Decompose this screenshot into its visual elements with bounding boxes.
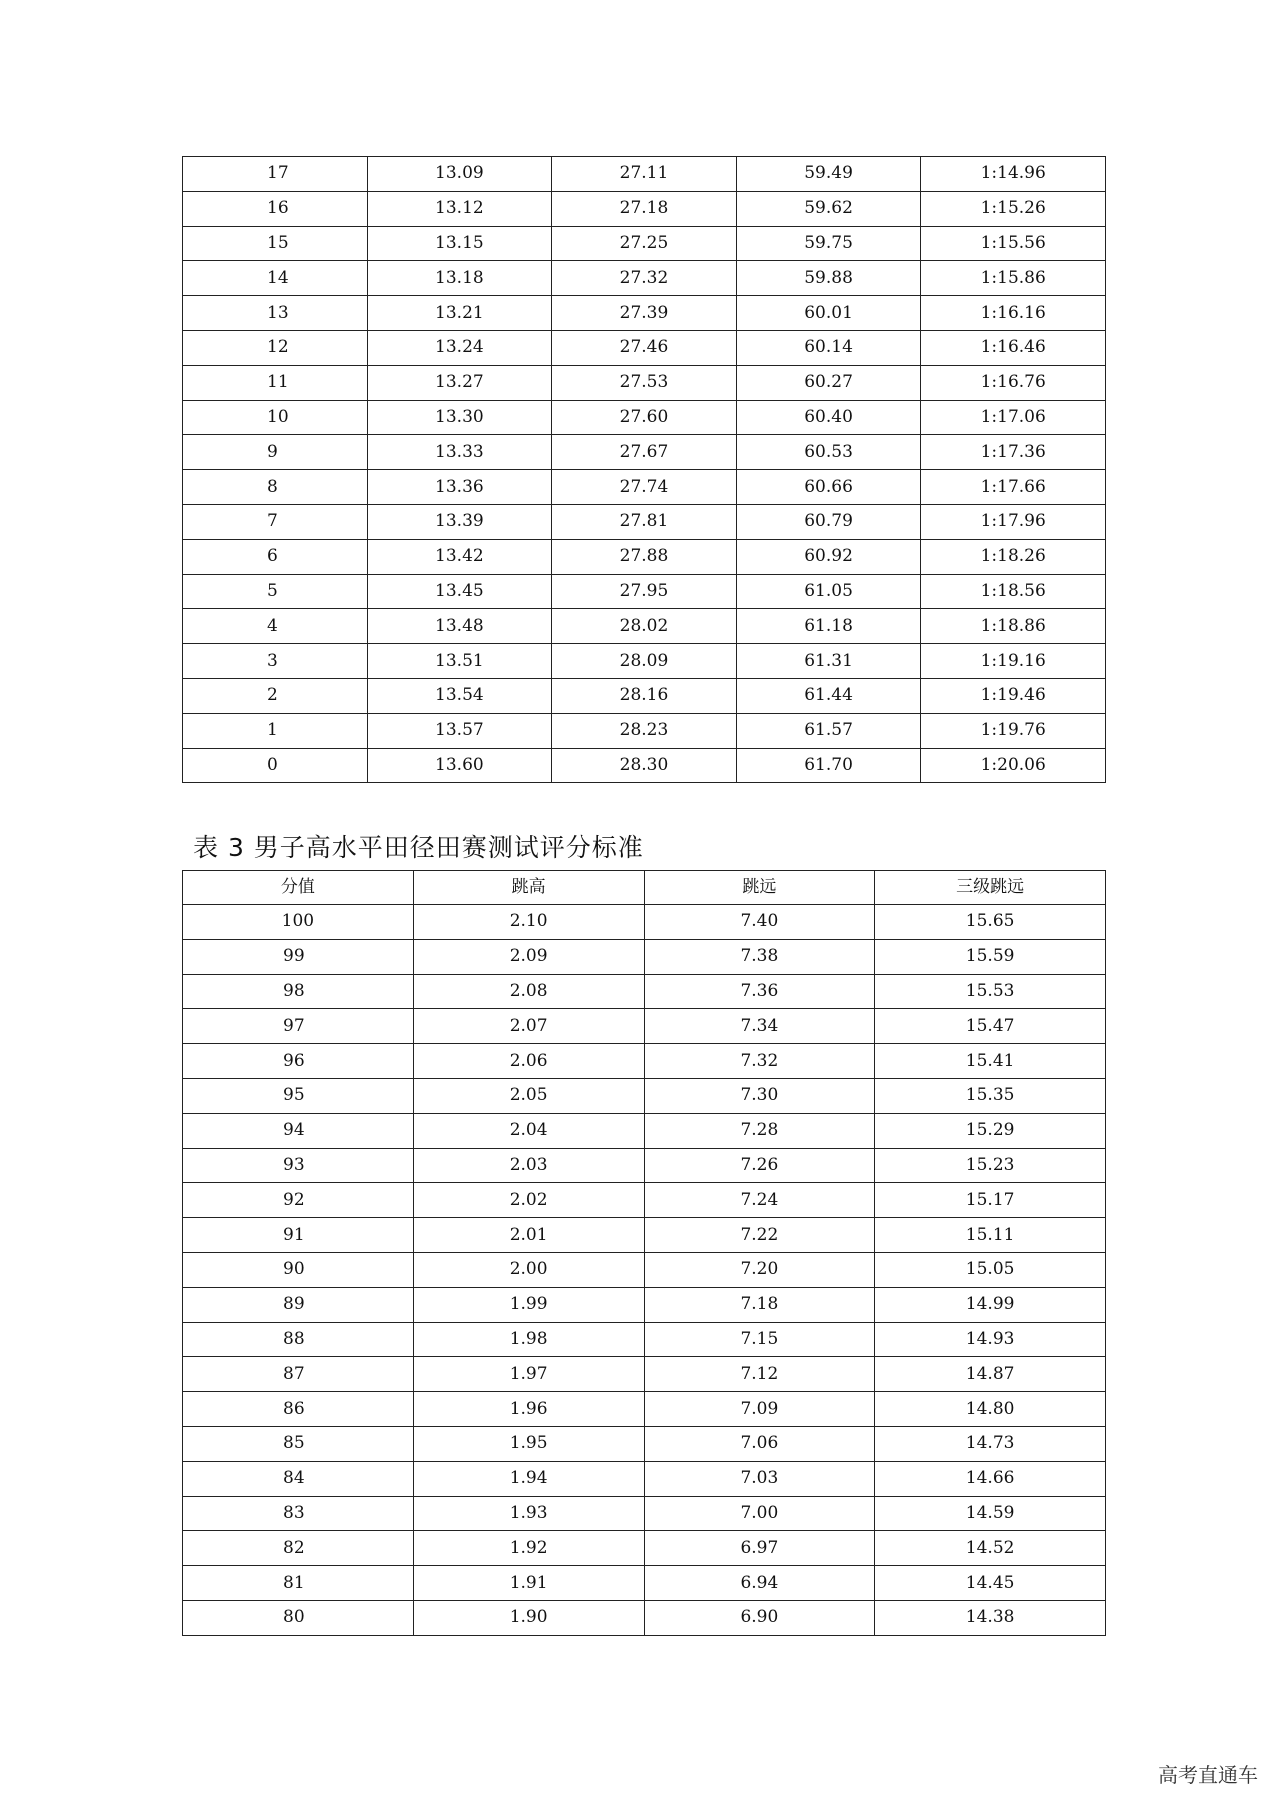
header-triple-jump: 三级跳远 [875, 871, 1106, 905]
table-cell: 17 [183, 157, 368, 192]
table-cell: 8 [183, 470, 368, 505]
table-cell: 15.65 [875, 905, 1106, 940]
table-cell: 60.92 [736, 539, 921, 574]
table-cell: 27.67 [552, 435, 737, 470]
table-cell: 1:17.06 [921, 400, 1106, 435]
table-cell: 1.99 [413, 1287, 644, 1322]
table-cell: 1:20.06 [921, 748, 1106, 783]
table-cell: 1:17.96 [921, 504, 1106, 539]
table-cell: 88 [183, 1322, 414, 1357]
table-cell: 84 [183, 1461, 414, 1496]
table-cell: 7.24 [644, 1183, 875, 1218]
table-cell: 13.57 [367, 713, 552, 748]
table-cell: 13.27 [367, 365, 552, 400]
table-cell: 1:16.76 [921, 365, 1106, 400]
table-cell: 60.66 [736, 470, 921, 505]
table-cell: 27.32 [552, 261, 737, 296]
table-cell: 91 [183, 1218, 414, 1253]
table-cell: 2.05 [413, 1078, 644, 1113]
table-cell: 2.06 [413, 1044, 644, 1079]
table-cell: 60.27 [736, 365, 921, 400]
table-cell: 2.09 [413, 939, 644, 974]
table-cell: 15 [183, 226, 368, 261]
table-cell: 7.32 [644, 1044, 875, 1079]
table-cell: 11 [183, 365, 368, 400]
table-header-row [183, 871, 1106, 905]
table-cell: 59.88 [736, 261, 921, 296]
table-row [183, 330, 1106, 365]
table-cell: 27.81 [552, 504, 737, 539]
table-cell: 1:16.16 [921, 296, 1106, 331]
table-cell: 1.96 [413, 1392, 644, 1427]
table-cell: 100 [183, 905, 414, 940]
table-cell: 61.31 [736, 644, 921, 679]
watermark-text: 高考直通车 [1158, 1763, 1258, 1787]
table-row [183, 1566, 1106, 1601]
table-cell: 1.92 [413, 1531, 644, 1566]
table-cell: 15.17 [875, 1183, 1106, 1218]
table-cell: 13.12 [367, 191, 552, 226]
table-cell: 27.95 [552, 574, 737, 609]
table-cell: 82 [183, 1531, 414, 1566]
table-row [183, 1426, 1106, 1461]
table-cell: 28.16 [552, 678, 737, 713]
table-row [183, 609, 1106, 644]
table-cell: 86 [183, 1392, 414, 1427]
table-cell: 59.75 [736, 226, 921, 261]
table-row [183, 939, 1106, 974]
table-cell: 1:17.36 [921, 435, 1106, 470]
table-cell: 7.26 [644, 1148, 875, 1183]
field-event-score-table [182, 870, 1106, 1636]
table-cell: 7.38 [644, 939, 875, 974]
table-cell: 13.09 [367, 157, 552, 192]
table-row [183, 435, 1106, 470]
table-cell: 12 [183, 330, 368, 365]
table-cell: 96 [183, 1044, 414, 1079]
table-row [183, 1322, 1106, 1357]
header-long-jump: 跳远 [644, 871, 875, 905]
table-cell: 7.09 [644, 1392, 875, 1427]
track-score-table-continued [182, 156, 1106, 783]
table-cell: 15.29 [875, 1113, 1106, 1148]
table-cell: 27.53 [552, 365, 737, 400]
table-cell: 60.40 [736, 400, 921, 435]
table-cell: 7.18 [644, 1287, 875, 1322]
table-cell: 1.95 [413, 1426, 644, 1461]
table-cell: 1.93 [413, 1496, 644, 1531]
table-cell: 2.02 [413, 1183, 644, 1218]
table-cell: 81 [183, 1566, 414, 1601]
table-cell: 7.03 [644, 1461, 875, 1496]
table-cell: 15.53 [875, 974, 1106, 1009]
table-cell: 13.36 [367, 470, 552, 505]
table-cell: 14.99 [875, 1287, 1106, 1322]
table-cell: 13.18 [367, 261, 552, 296]
table-cell: 59.62 [736, 191, 921, 226]
table-cell: 7.30 [644, 1078, 875, 1113]
table-cell: 60.01 [736, 296, 921, 331]
table-cell: 27.25 [552, 226, 737, 261]
table-row [183, 1531, 1106, 1566]
table-cell: 2.04 [413, 1113, 644, 1148]
table-cell: 7.36 [644, 974, 875, 1009]
table-cell: 1:18.86 [921, 609, 1106, 644]
table-cell: 13.45 [367, 574, 552, 609]
table-row [183, 1113, 1106, 1148]
header-high-jump: 跳高 [413, 871, 644, 905]
table-cell: 15.23 [875, 1148, 1106, 1183]
table-cell: 13.54 [367, 678, 552, 713]
table-cell: 13.60 [367, 748, 552, 783]
table-row [183, 504, 1106, 539]
table-cell: 99 [183, 939, 414, 974]
table-cell: 85 [183, 1426, 414, 1461]
table-cell: 27.11 [552, 157, 737, 192]
table-cell: 93 [183, 1148, 414, 1183]
table-cell: 15.05 [875, 1252, 1106, 1287]
table-cell: 14.45 [875, 1566, 1106, 1601]
table-cell: 14.66 [875, 1461, 1106, 1496]
table-cell: 2.03 [413, 1148, 644, 1183]
table-cell: 7.28 [644, 1113, 875, 1148]
table-cell: 14 [183, 261, 368, 296]
table-cell: 1.98 [413, 1322, 644, 1357]
table-cell: 14.38 [875, 1600, 1106, 1635]
table-row [183, 296, 1106, 331]
table-cell: 61.05 [736, 574, 921, 609]
table-cell: 27.88 [552, 539, 737, 574]
table-cell: 3 [183, 644, 368, 679]
table-row [183, 678, 1106, 713]
table-cell: 1.90 [413, 1600, 644, 1635]
table-row [183, 1218, 1106, 1253]
table-cell: 2.08 [413, 974, 644, 1009]
table-row [183, 1357, 1106, 1392]
table-cell: 13.21 [367, 296, 552, 331]
table-cell: 1 [183, 713, 368, 748]
table-cell: 1:19.16 [921, 644, 1106, 679]
table-cell: 2.01 [413, 1218, 644, 1253]
table-cell: 14.93 [875, 1322, 1106, 1357]
table-row [183, 713, 1106, 748]
table-row [183, 226, 1106, 261]
table-cell: 60.14 [736, 330, 921, 365]
table-row [183, 748, 1106, 783]
table-cell: 13.33 [367, 435, 552, 470]
table-cell: 1:18.56 [921, 574, 1106, 609]
table-cell: 13.30 [367, 400, 552, 435]
table-row [183, 644, 1106, 679]
table-cell: 27.18 [552, 191, 737, 226]
table-cell: 7.06 [644, 1426, 875, 1461]
table-cell: 10 [183, 400, 368, 435]
table-row [183, 1009, 1106, 1044]
table-cell: 15.47 [875, 1009, 1106, 1044]
table-cell: 14.80 [875, 1392, 1106, 1427]
table-cell: 28.30 [552, 748, 737, 783]
table-cell: 27.74 [552, 470, 737, 505]
table-cell: 61.44 [736, 678, 921, 713]
table-cell: 1:17.66 [921, 470, 1106, 505]
table-cell: 7.15 [644, 1322, 875, 1357]
table-cell: 15.41 [875, 1044, 1106, 1079]
table-cell: 1:14.96 [921, 157, 1106, 192]
table-row [183, 191, 1106, 226]
table-cell: 1:15.56 [921, 226, 1106, 261]
table-cell: 60.79 [736, 504, 921, 539]
table-cell: 7.12 [644, 1357, 875, 1392]
table-cell: 61.18 [736, 609, 921, 644]
table-cell: 27.46 [552, 330, 737, 365]
table-cell: 15.59 [875, 939, 1106, 974]
table-row [183, 905, 1106, 940]
table-cell: 83 [183, 1496, 414, 1531]
table-cell: 1:19.46 [921, 678, 1106, 713]
table-cell: 14.87 [875, 1357, 1106, 1392]
table-row [183, 1392, 1106, 1427]
table-row [183, 400, 1106, 435]
table-cell: 61.57 [736, 713, 921, 748]
table-row [183, 1148, 1106, 1183]
table-cell: 1.97 [413, 1357, 644, 1392]
table-row [183, 261, 1106, 296]
table-cell: 60.53 [736, 435, 921, 470]
table-cell: 2.07 [413, 1009, 644, 1044]
table-cell: 90 [183, 1252, 414, 1287]
table-cell: 15.35 [875, 1078, 1106, 1113]
table-cell: 59.49 [736, 157, 921, 192]
table-cell: 9 [183, 435, 368, 470]
table-cell: 7 [183, 504, 368, 539]
table-cell: 14.59 [875, 1496, 1106, 1531]
table-cell: 1:19.76 [921, 713, 1106, 748]
table-row [183, 974, 1106, 1009]
table-cell: 6.94 [644, 1566, 875, 1601]
table-cell: 98 [183, 974, 414, 1009]
table-row [183, 365, 1106, 400]
table-cell: 2.00 [413, 1252, 644, 1287]
table-cell: 13.42 [367, 539, 552, 574]
table-cell: 1.94 [413, 1461, 644, 1496]
table-row [183, 1078, 1106, 1113]
table-cell: 89 [183, 1287, 414, 1322]
table-cell: 2.10 [413, 905, 644, 940]
table-cell: 7.40 [644, 905, 875, 940]
header-score: 分值 [183, 871, 414, 905]
table-cell: 6.97 [644, 1531, 875, 1566]
table-cell: 16 [183, 191, 368, 226]
table-cell: 7.20 [644, 1252, 875, 1287]
table-row [183, 1252, 1106, 1287]
table-row [183, 1600, 1106, 1635]
table-cell: 13.48 [367, 609, 552, 644]
table-cell: 7.34 [644, 1009, 875, 1044]
table-cell: 7.22 [644, 1218, 875, 1253]
table-cell: 1:15.86 [921, 261, 1106, 296]
table-cell: 0 [183, 748, 368, 783]
table-row [183, 1287, 1106, 1322]
table-cell: 80 [183, 1600, 414, 1635]
table-cell: 97 [183, 1009, 414, 1044]
table-row [183, 1496, 1106, 1531]
table-row [183, 157, 1106, 192]
table-row [183, 574, 1106, 609]
table-row [183, 1183, 1106, 1218]
table-cell: 14.73 [875, 1426, 1106, 1461]
table-cell: 5 [183, 574, 368, 609]
table-cell: 13.15 [367, 226, 552, 261]
table-cell: 6.90 [644, 1600, 875, 1635]
table-row [183, 539, 1106, 574]
table-cell: 27.39 [552, 296, 737, 331]
table-row [183, 470, 1106, 505]
table-cell: 1:18.26 [921, 539, 1106, 574]
table-cell: 27.60 [552, 400, 737, 435]
table-cell: 14.52 [875, 1531, 1106, 1566]
table-cell: 95 [183, 1078, 414, 1113]
table-cell: 13.24 [367, 330, 552, 365]
table-cell: 13 [183, 296, 368, 331]
table-cell: 13.51 [367, 644, 552, 679]
table-cell: 61.70 [736, 748, 921, 783]
table3-title: 表 3 男子高水平田径田赛测试评分标准 [193, 833, 644, 862]
table-cell: 2 [183, 678, 368, 713]
table-row [183, 1044, 1106, 1079]
table-row [183, 1461, 1106, 1496]
table-cell: 94 [183, 1113, 414, 1148]
table-cell: 87 [183, 1357, 414, 1392]
table-cell: 92 [183, 1183, 414, 1218]
table-cell: 4 [183, 609, 368, 644]
table-cell: 6 [183, 539, 368, 574]
table-cell: 15.11 [875, 1218, 1106, 1253]
table-cell: 28.02 [552, 609, 737, 644]
table-cell: 7.00 [644, 1496, 875, 1531]
table-cell: 28.09 [552, 644, 737, 679]
table-cell: 1:15.26 [921, 191, 1106, 226]
table-cell: 1:16.46 [921, 330, 1106, 365]
table-cell: 28.23 [552, 713, 737, 748]
table-cell: 1.91 [413, 1566, 644, 1601]
table-cell: 13.39 [367, 504, 552, 539]
